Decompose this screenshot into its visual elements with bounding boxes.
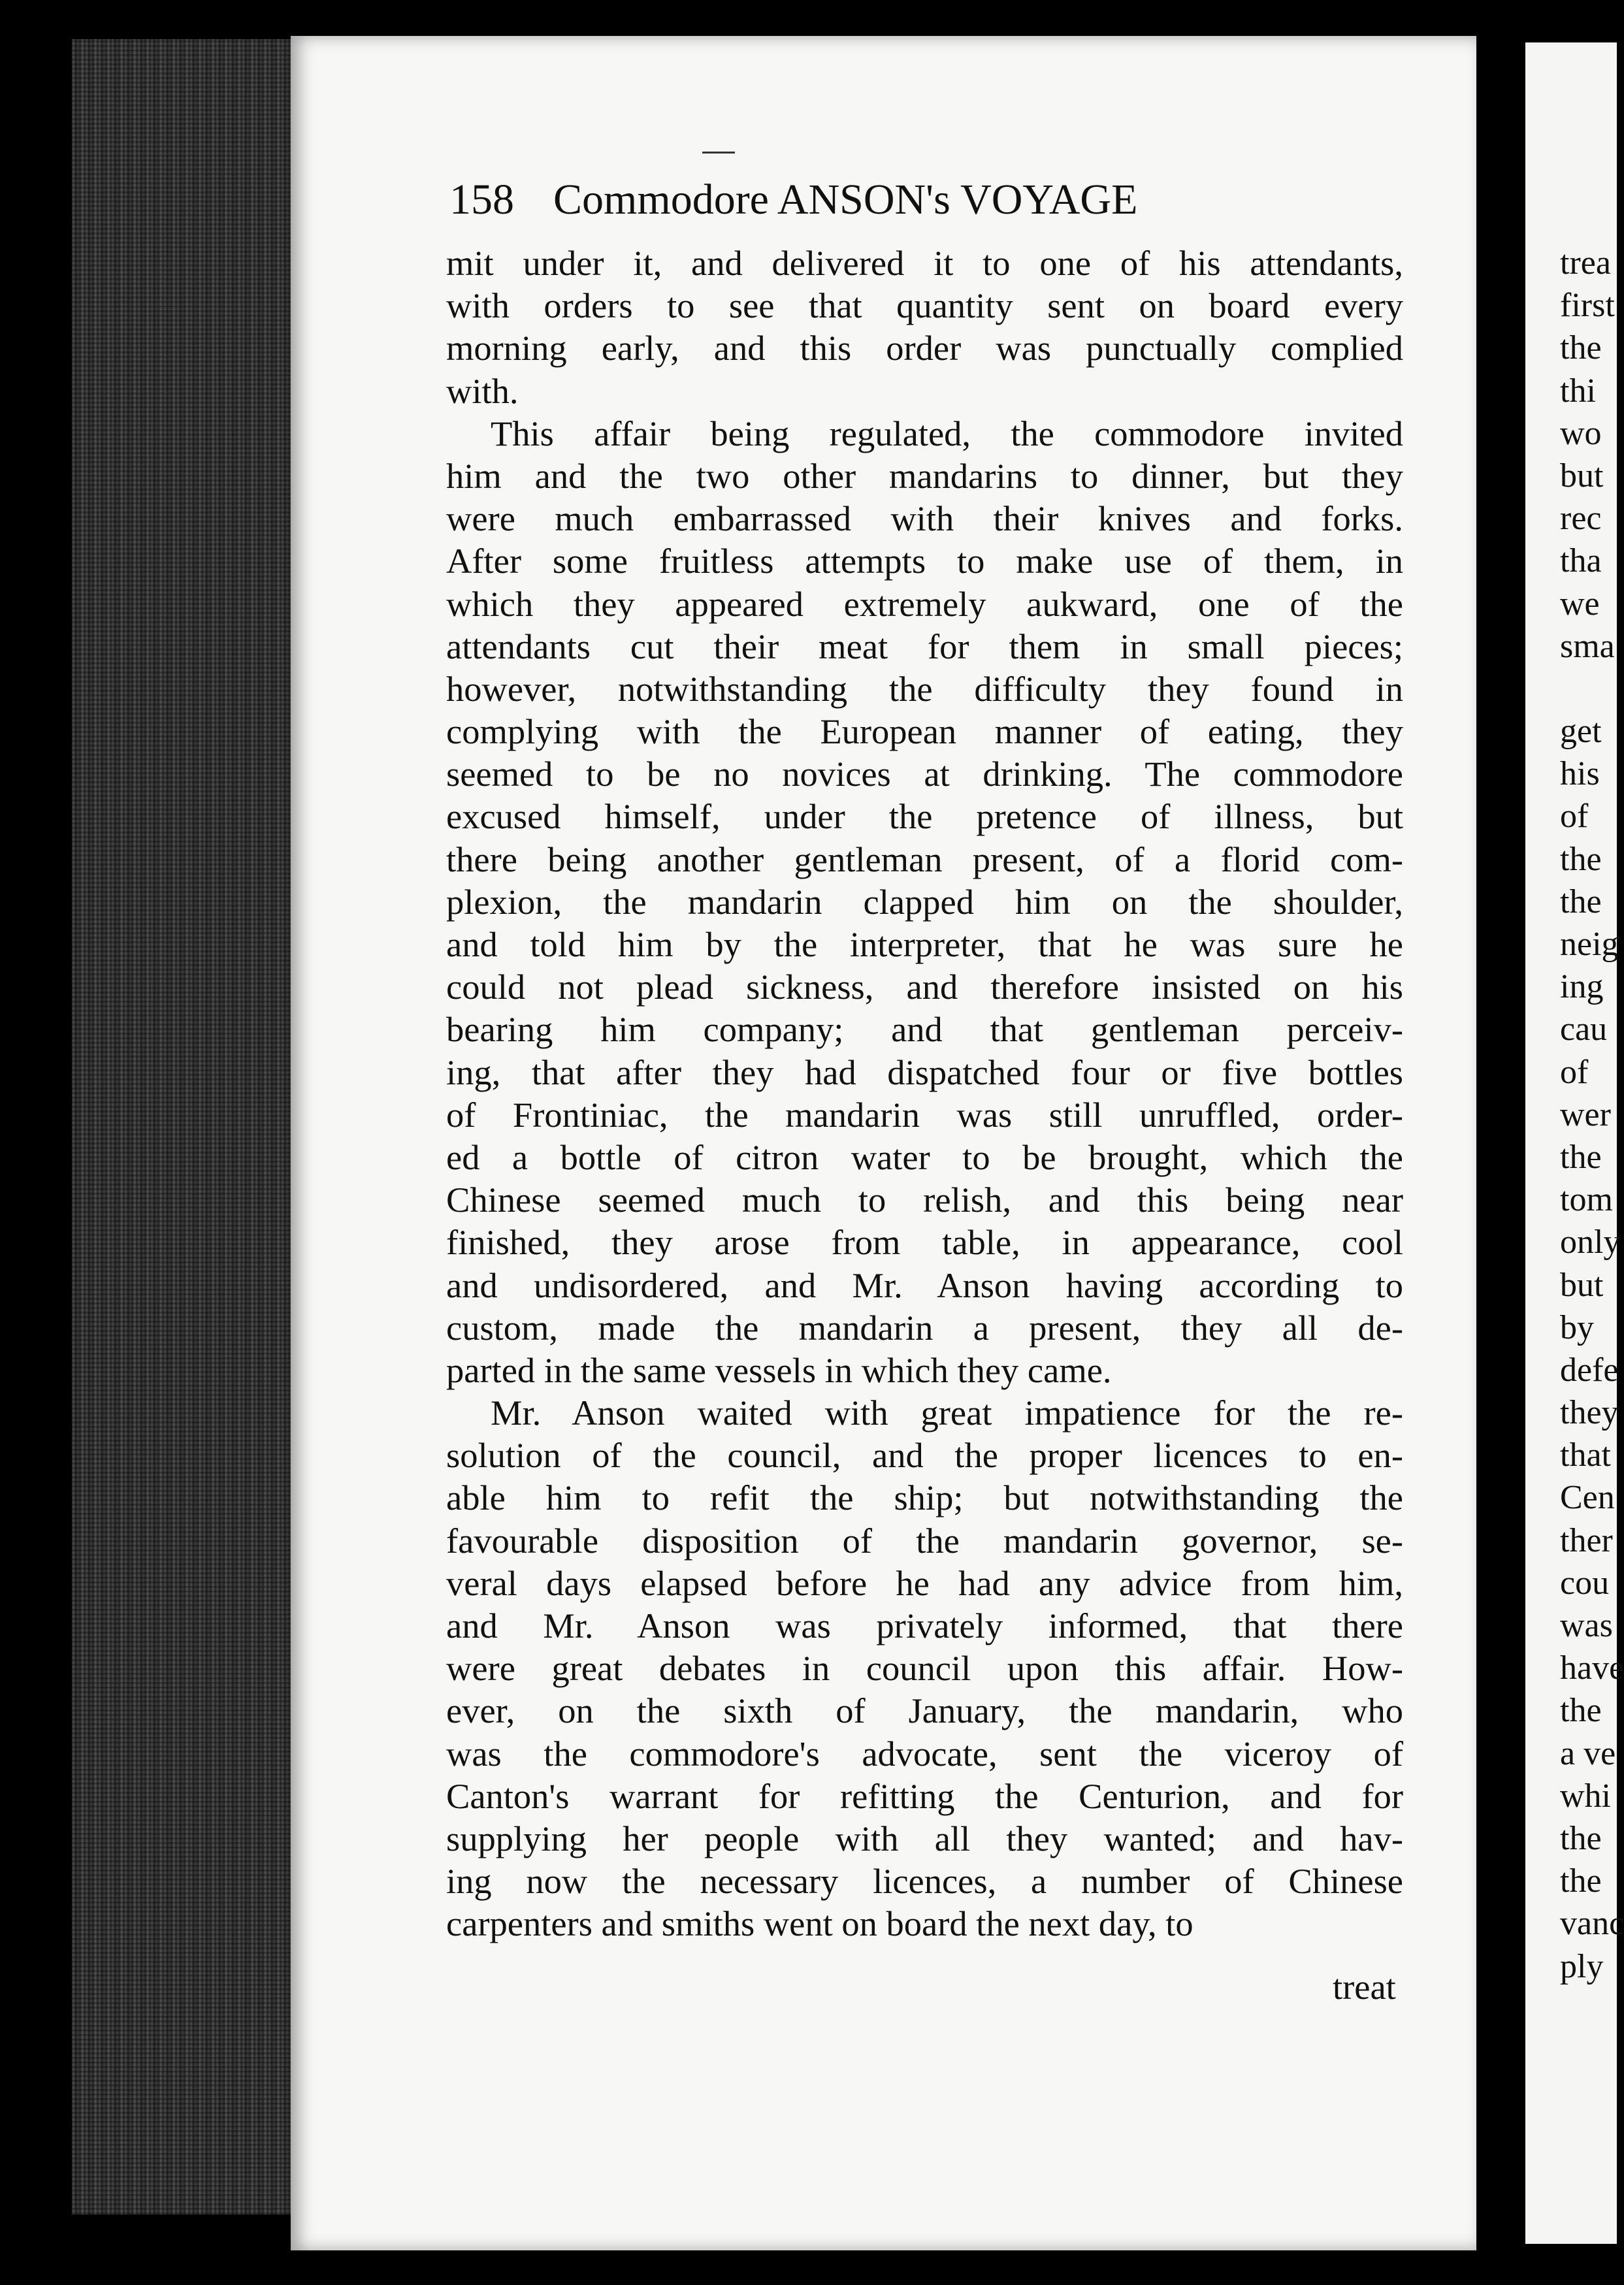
text-line: seemed to be no novices at drinking. The commodore [446, 754, 1403, 794]
facing-page-fragment: wer [1560, 1095, 1611, 1133]
facing-page-fragment: they [1560, 1394, 1619, 1432]
text-line: plexion, the mandarin clapped him on the shoulder, [446, 881, 1403, 922]
text-line: with orders to see that quantity sent on board every [446, 285, 1403, 326]
text-line: him and the two other mandarins to dinner, but they [446, 455, 1403, 496]
facing-page-fragment: cou [1560, 1564, 1610, 1602]
text-line: able him to refit the ship; but notwithstanding the [446, 1478, 1403, 1518]
running-head [449, 175, 1259, 225]
facing-page-fragment: ing [1560, 968, 1604, 1006]
facing-page-fragment: but [1560, 1266, 1604, 1304]
body-text [446, 242, 1403, 1945]
facing-page-fragment: the [1560, 329, 1602, 367]
text-line: there being another gentleman present, of a florid com- [446, 839, 1403, 879]
text-line: could not plead sickness, and therefore insisted on his [446, 967, 1403, 1007]
gutter [1476, 0, 1529, 2285]
facing-page-fragment: the [1560, 840, 1602, 878]
text-line: parted in the same vessels in which they came. [446, 1350, 1112, 1390]
header-dash-mark [702, 152, 735, 154]
text-line: which they appeared extremely aukward, one of the [446, 583, 1403, 624]
text-line: of Frontiniac, the mandarin was still unruffled, order- [446, 1094, 1403, 1135]
facing-page-fragment: a ve [1560, 1734, 1616, 1772]
facing-page-fragment: first [1560, 287, 1615, 325]
text-line: ing, that after they had dispatched four or five bottles [446, 1052, 1403, 1092]
text-line: attendants cut their meat for them in small pieces; [446, 626, 1403, 666]
facing-page-fragment: get [1560, 713, 1602, 751]
facing-page-fragment: was [1560, 1607, 1613, 1644]
facing-page-fragment: ther [1560, 1521, 1613, 1559]
facing-page-fragment: ply [1560, 1947, 1604, 1985]
text-line: favourable disposition of the mandarin governor, se- [446, 1520, 1403, 1561]
facing-page-fragment: the [1560, 1138, 1602, 1176]
text-line: complying with the European manner of eating, they [446, 711, 1403, 752]
facing-page-fragment: have [1560, 1649, 1624, 1687]
text-line: were much embarrassed with their knives and forks. [446, 498, 1403, 539]
facing-page-fragment: cau [1560, 1011, 1608, 1048]
facing-page-fragment: Cen [1560, 1479, 1615, 1517]
catchword: treat [1333, 1967, 1396, 2007]
facing-page-fragment: whi [1560, 1777, 1611, 1815]
text-line: Chinese seemed much to relish, and this being near [446, 1180, 1403, 1220]
running-title: Commodore ANSON's VOYAGE [553, 176, 1138, 223]
text-line: Canton's warrant for refitting the Centurion, and for [446, 1775, 1403, 1816]
facing-page-fragment: of [1560, 1053, 1589, 1091]
facing-page-fragment: only [1560, 1224, 1621, 1261]
facing-page-fragment: that [1560, 1436, 1611, 1474]
facing-page-fragment: vanc [1560, 1905, 1624, 1943]
facing-page-fragment: the [1560, 1862, 1602, 1900]
text-line: morning early, and this order was punctually complied [446, 328, 1403, 368]
facing-page-fragment: neig [1560, 926, 1619, 963]
text-line: mit under it, and delivered it to one of his attendants, [446, 243, 1403, 283]
text-line: and undisordered, and Mr. Anson having according to [446, 1265, 1403, 1305]
text-line: was the commodore's advocate, sent the viceroy of [446, 1733, 1403, 1774]
text-line: After some fruitless attempts to make use of them, in [446, 541, 1403, 581]
facing-page-fragment: wo [1560, 414, 1602, 452]
text-line: however, notwithstanding the difficulty they found in [446, 668, 1403, 709]
facing-page-fragment: the [1560, 1692, 1602, 1730]
text-line: with. [446, 370, 519, 411]
text-line: and told him by the interpreter, that he was sure he [446, 924, 1403, 964]
facing-page-text [1560, 242, 1624, 1988]
facing-page-fragment: tom [1560, 1181, 1613, 1219]
text-line: veral days elapsed before he had any advice from him, [446, 1563, 1403, 1603]
text-line: ever, on the sixth of January, the mandarin, who [446, 1691, 1403, 1731]
text-line: excused himself, under the pretence of illness, but [446, 796, 1403, 837]
facing-page-fragment: but [1560, 457, 1604, 494]
facing-page-fragment: defe [1560, 1351, 1619, 1389]
facing-page-fragment: sma [1560, 627, 1615, 665]
text-line: bearing him company; and that gentleman perceiv- [446, 1009, 1403, 1050]
facing-page-fragment: the [1560, 1819, 1602, 1857]
text-line: carpenters and smiths went on board the next day, to [446, 1904, 1194, 1944]
page-edges [72, 39, 297, 2214]
text-line: were great debates in council upon this affair. How- [446, 1648, 1403, 1689]
facing-page-fragment: trea [1560, 244, 1611, 282]
facing-page-fragment: by [1560, 1308, 1594, 1346]
facing-page-fragment: we [1560, 585, 1600, 623]
text-line: supplying her people with all they wanted; and hav- [446, 1818, 1403, 1858]
text-line: solution of the council, and the proper licences to en- [446, 1435, 1403, 1476]
facing-page-fragment: the [1560, 883, 1602, 920]
text-line: ed a bottle of citron water to be brought, which the [446, 1137, 1403, 1177]
text-line: This affair being regulated, the commodore invited [491, 413, 1403, 453]
facing-page-fragment: thi [1560, 372, 1596, 410]
facing-page-fragment [1560, 668, 1619, 710]
text-line: custom, made the mandarin a present, they all de- [446, 1307, 1403, 1348]
text-line: ing now the necessary licences, a number of Chinese [446, 1861, 1403, 1902]
facing-page-fragment: his [1560, 755, 1600, 793]
page-number: 158 [449, 176, 514, 223]
text-line: Mr. Anson waited with great impatience for the re- [491, 1393, 1403, 1433]
facing-page-fragment: of [1560, 798, 1589, 835]
text-line: finished, they arose from table, in appearance, cool [446, 1222, 1403, 1263]
text-line: and Mr. Anson was privately informed, that there [446, 1606, 1403, 1645]
facing-page-fragment: rec [1560, 500, 1602, 538]
facing-page-fragment: tha [1560, 542, 1602, 580]
